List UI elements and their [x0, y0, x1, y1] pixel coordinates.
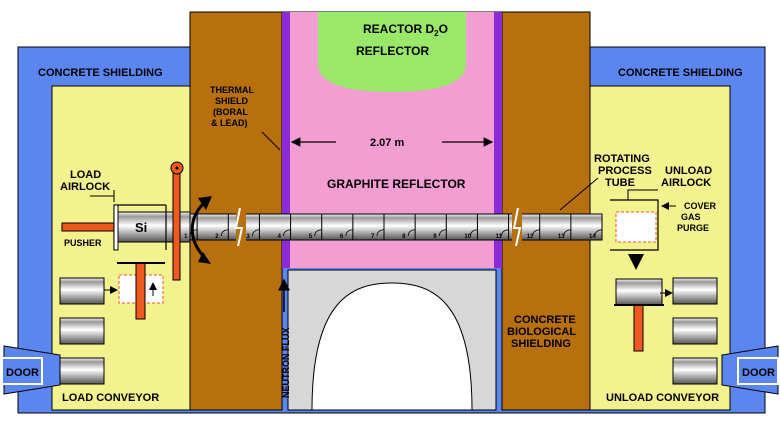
load-airlock-label-2: AIRLOCK [60, 181, 111, 193]
unload-conveyor-ingot-3 [673, 358, 717, 384]
unload-airlock-chamber [616, 212, 656, 242]
cover-gas-label-2: GAS [681, 212, 701, 222]
slot-number: 3 [246, 234, 250, 240]
valve-stem [173, 168, 180, 280]
dimension-label: 2.07 m [370, 137, 405, 149]
load-conveyor-ingot-3 [60, 358, 104, 384]
si-label: Si [135, 220, 148, 235]
slot-number: 12 [526, 234, 534, 240]
biological-shielding-label-3: SHIELDING [511, 338, 571, 350]
load-conveyor-ingot-2 [60, 318, 104, 344]
biological-shielding-label-2: BIOLOGICAL [507, 326, 577, 338]
rotating-label-3: TUBE [605, 177, 635, 189]
slot-number: 11 [495, 234, 502, 240]
thermal-shield-label-1: THERMAL [210, 85, 254, 95]
unload-conveyor-ingot-2 [673, 318, 717, 344]
graphite-reflector-label: GRAPHITE REFLECTOR [327, 177, 466, 191]
door-left-label: DOOR [6, 367, 39, 379]
unload-conveyor-label: UNLOAD CONVEYOR [606, 392, 720, 404]
break-mark-left [236, 208, 246, 246]
door-right-label: DOOR [742, 367, 775, 379]
slot-number: 14 [589, 234, 596, 240]
slot-number: 13 [557, 234, 565, 240]
load-conveyor-label: LOAD CONVEYOR [62, 392, 160, 404]
slot-number: 10 [464, 234, 472, 240]
slot-number: 8 [402, 234, 406, 240]
cover-gas-label-1: COVER [684, 201, 717, 211]
valve-knob-dot [176, 167, 179, 170]
thermal-shield-label-4: & LEAD) [211, 118, 248, 128]
load-lift-rod [136, 263, 145, 319]
concrete-shielding-right-label: CONCRETE SHIELDING [618, 67, 743, 79]
pusher-label: PUSHER [64, 238, 102, 248]
concrete-shielding-left-label: CONCRETE SHIELDING [38, 67, 163, 79]
load-airlock-label-1: LOAD [70, 169, 102, 181]
pusher-rod [62, 223, 118, 231]
unload-conveyor-ingot-1 [673, 278, 717, 304]
slot-number: 1 [184, 234, 188, 240]
thermal-shield-label-3: (BORAL [213, 107, 248, 117]
rotating-label-1: ROTATING [594, 153, 650, 165]
slot-number: 2 [215, 234, 219, 240]
slot-number: 6 [339, 234, 344, 240]
load-conveyor-ingot-1 [60, 278, 104, 304]
slot-number: 7 [371, 234, 375, 240]
reactor-label-2: REFLECTOR [356, 44, 430, 58]
biological-shielding-label-1: CONCRETE [514, 314, 576, 326]
unload-lift-rod [634, 305, 643, 351]
break-mark-right [512, 208, 522, 246]
reactor-label-1: REACTOR $D_2O$ [363, 22, 448, 38]
unload-lift-cylinder [616, 279, 662, 305]
unload-airlock-label-2: AIRLOCK [661, 177, 712, 189]
slot-number: 4 [277, 234, 281, 240]
neutron-flux-label: NEUTRON FLUX [281, 327, 291, 398]
thermal-shield-label-2: SHIELD [215, 96, 249, 106]
slot-number: 5 [308, 234, 313, 240]
cover-gas-label-3: PURGE [677, 223, 710, 233]
unload-airlock-label-1: UNLOAD [665, 165, 713, 177]
load-airlock-gate-left [114, 205, 118, 250]
slot-number: 9 [433, 234, 437, 240]
rotating-label-2: PROCESS [598, 165, 652, 177]
